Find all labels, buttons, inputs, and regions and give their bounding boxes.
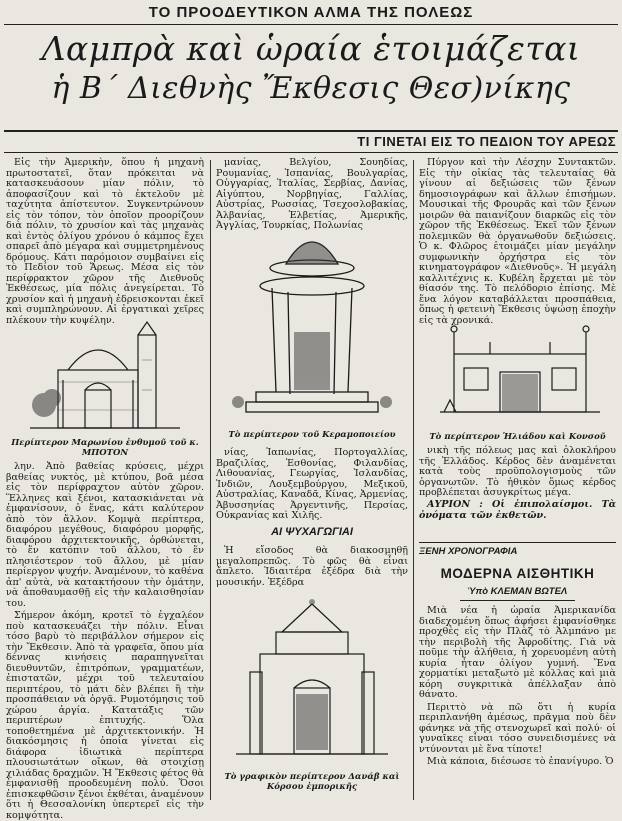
- col1-paragraph-1: Εἰς τὴν Ἀμερικὴν, ὅπου ἡ μηχανὴ πρωτοστατεῖ, ὅταν πρόκειται νὰ κατασκευάσουν μίαν πόλιν, τὸ ἀποφασίζουν καὶ τὸ ἐκτελοῦν μὲ ταχύτητα ἀπίστευτον. Συγκεντρώνουν εἰς τὸν τόπον, τὸν ὁποῖον προορίζουν διὰ πόλιν, τὸ χρυσίον καὶ τὰς μηχανὰς καὶ ἐντὸς ὀλίγου χρόνου ὁ κάμπος ἔχει σπαρεῖ ἀπὸ μέγαρα καὶ συμμετρημένους δρόμους. Κάτι παρόμοιον συμβαίνει εἰς τὸ Πεδίον τοῦ Ἄρεως. Μέσα εἰς τὸν περίφρακτον χῶρον τῆς Διεθνοῦς Ἐκθέσεως, μία πόλις ἀνεγείρεται. Τὸ χρυσίον καὶ ἡ μηχανὴ ἐδρεισκονται ἐκεῖ καὶ συμπληρώνουν. Αἱ ἐργατικαὶ χεῖρες πλέκουν τὴν κυψέλην.: [6, 157, 204, 326]
- col3-tomorrow-note: [419, 500, 616, 524]
- col3-text-middle: [419, 446, 616, 498]
- col3-article-title: ΜΟΔΕΡΝΑ ΑΙΣΘΗΤΙΚΗ: [440, 566, 595, 581]
- col3-paragraph-1: Πύργον καὶ τὴν Λέσχην Συντακτῶν. Εἰς τὴν οἰκίας τὰς τελευταίας θὰ γίνουν αἱ δεξιώσεις τῶν ξένων δημοσιογράφων καὶ ἄλλων ἐπισήμων. Μουσικαὶ τῆς Φρουρᾶς καὶ τῶν ξένων μοιρῶν θὰ παιανίζουν διαρκῶς εἰς τὸν χῶρον τῆς Ἐκθέσεως. Ἐκεῖ τῶν ξένων πολεμικῶν θὰ ὀργανωθοῦν δεξιώσεις. Ὁ κ. Φλῶρος ἑτοιμάζει μίαν μεγάλην συμφωνικὴν ὀρχήστρα εἰς τὸν κινηματογράφον «Διεθνοῦς». Ἡ μεγάλη καλλιτέχνις κ. Κυβέλη ἔρχεται μὲ τὸν θίασόν της. Τὸ πελόδοριο ἐπίσης. Μὲ ἕνα λόγον καταβάλλεται προσπάθεια, ὅπως ἡ φετεινὴ Ἔκθεσις ὑψώσῃ ἐποχὴν εἰς τὰ χρονικά.: [419, 157, 616, 326]
- column-divider-2: [413, 160, 414, 800]
- headline-line-1: Λαμπρὰ καὶ ὡραία ἑτοιμάζεται: [41, 29, 581, 68]
- col3-column-rule: [419, 542, 616, 543]
- iliadou-pavilion-illustration: [440, 318, 600, 422]
- col3-byline-rule: [460, 600, 575, 601]
- col3-text-bottom: [419, 606, 616, 800]
- col2-illustration-caption-2: Τὸ γραφικὸν περίπτερον Δανάβ καὶ Κόρσου ἐμπορικῆς: [224, 772, 400, 792]
- col2-paragraph-3: Ἡ εἴσοδος θὰ διακοσμηθῇ μεγαλοπρεπῶς. Τὸ φῶς θὰ εἶναι ἄπλετο. Ἰδιαιτέρα ἐξέδρα διὰ τὴν μουσικήν. Ἐξέδρα: [216, 545, 408, 588]
- col1-illustration-caption: Περίπτερον Μαρωνίου ἐνθυμοῦ τοῦ κ. ΜΠΟΤΟΝ: [11, 438, 199, 458]
- col1-paragraph-2: λην. Ἀπὸ βαθείας κρύσεις, μέχρι βαθείας νυκτὸς, μὲ κτύπου, βοᾶ μέσα εἰς τὸν περίφραχτον αὐτὸν χῶρον. Ἕλληνες καὶ ξένοι, κατασκιάνεται νὰ ἐμφανίσουν, ὁ ἕνας, κάτι καλύτερον ἀπὸ τὸν ἄλλον. Κομψὰ περίπτερα, διαφόρου μεγέθους, διαφόρου μορφῆς, διαφόρου ἀρχιτεκτονικῆς, ὀρθώνεται, τὸ ἕν κατόπιν τοῦ ἄλλου, τὸ ἕν πλησιέστερον τοῦ ἄλλου, μὲ μίαν περίεργον ψυχήν. Ἀναμένουν, τὸ καθένα ἀπ' αὐτὰ, νὰ κατακτήσουν τὴν ὁμάτην, νὰ ἀποθαυμασθῇ εἰς τὴν καλαισθησίαν του.: [6, 461, 205, 609]
- col3-illustration-caption: Τὸ περίπτερον Ἡλιάδου καὶ Κονσοῦ: [429, 432, 606, 442]
- section-rule-bottom: [4, 152, 618, 153]
- col2-paragraph-1: μανίας, Βελγίου, Σουηδίας, Ρουμανίας, Ἰσπανίας, Βουλγαρίας, Οὐγγαρίας, Ἰταλίας, Σερβίας, Δανίας, Αἰγύπτου, Νορβηγίας, Γαλλίας, Αὐστρίας, Ρωσσίας, Τσεχοσλοβακίας, Ἀλβανίας, Ἑλβετίας, Ἀμερικῆς, Ἀγγλίας, Τουρκίας, Πολωνίας: [216, 157, 408, 231]
- col2-text-middle: [216, 448, 408, 522]
- section-title: ΤΙ ΓΙΝΕΤΑΙ ΕΙΣ ΤΟ ΠΕΔΙΟΝ ΤΟΥ ΑΡΕΩΣ: [357, 134, 616, 149]
- col1-text-top: [6, 157, 204, 326]
- col2-text-top: [216, 157, 408, 231]
- col1-paragraph-3: Σήμερον ἀκόμη, κροτεῖ τὸ ἐγχαλέον ποὺ κατασκευάζει τὴν πόλιν. Εἶναι τόσο βαρὺ τὸ περιβάλλον σήμερον εἰς τὴν Ἔκθεσιν. Ἀπὸ τὰ γραφεῖα, ὅπου μία δέννας κινήσεις παραπηγνεῖται διευθυντῶν, ἐπιτρόπων, γραμματέων, ἐπιστατῶν, μέχρι τοῦ τελευταίου περιπτέρου, τὸ μάτι δὲν βλέπει ἢ τὴν προσπάθειαν νὰ ὀργᾷ. Ρυμοτόμησις τοῦ χώρου ἀργία. Κατατάξις τῶν περιπτέρων ἐπιτυχής. Ὅλα τοποθετημένα μὲ ἀρχιτεκτονικήν. Ἡ διακόσμησις ἡ ὁποία γίνεται εἰς διάφορα ἰδιωτικὰ περίπτερα πλουσιωτάτων οἴκων, θὰ στοιχίσῃ χιλιάδας δραχμῶν. Ἡ Ἔκθεσις φέτος θὰ ἐμφανισθῇ προοδευμένη πολύ. Ὅσοι ἐπισκεφθῶσιν ξένοι ἐκθέται, ἀναμένουν ὅτι ἡ Θεσσαλονίκη ὑπερτερεῖ εἰς τὴν κομψότητα.: [6, 610, 204, 821]
- danav-pavilion-illustration: [236, 592, 388, 768]
- col2-text-lower: [216, 546, 408, 590]
- col3-text-top: [419, 157, 616, 326]
- col3-paragraph-6: Μιὰ κάποια, διέσωσε τὸ ἐπανίγυρο. Ὁ: [427, 756, 614, 767]
- col2-illustration-caption: Τὸ περίπτερον τοῦ Κεραμοποιείου: [228, 430, 396, 440]
- top-rule: [4, 24, 618, 25]
- kicker-title: ΤΟ ΠΡΟΟΔΕΥΤΙΚΟΝ ΑΛΜΑ ΤΗΣ ΠΟΛΕΩΣ: [148, 4, 474, 21]
- col3-paragraph-4: Μιὰ νέα ἡ ὡραία Ἀμερικανίδα διαδεχομένη ὅπως ἀφήσει ἐμφανίσθηκε προχθὲς εἰς τὴν Πλὰζ τὸ Ἀλμπάνο με τὴν περιβολὴ τῆς Ἀφροδίτης. Γιὰ νὰ ποῦμε τὴν ἀλήθεια, ἡ χορευομένη αὐτὴ κυρία ἦταν ὀλίγον γυμνή. Ἕνα χορματίκι μεταξωτὸ μὲ κόλλας καὶ μιὰ κόρη συγκριτικὰ ἀπέλλαξαν ἀπὸ θάνατο.: [419, 605, 616, 700]
- col3-byline: Ὑπὸ ΚΛΕΜΑΝ ΒΩΤΕΛ: [467, 586, 568, 597]
- col3-column-label: ΞΕΝΗ ΧΡΟΝΟΓΡΑΦΙΑ: [419, 546, 518, 557]
- col2-paragraph-2: νίας, Ἰαπωνίας, Πορτογαλλίας, Βραζιλίας, Ἐσθονίας, Φιλανδίας, Λιθουανίας, Γεωργίας, Ἰσλανδίας, Ἰνδιῶν, Λουξεμβούργου, Μεξικοῦ, Αὐστραλίας, Καναδᾶ, Κίνας, Ἀρμενίας, Ἀβυσσηνίας Ἀργεντινῆς, Περσίας, Οὐκρανίας καὶ Χιλῆς.: [216, 447, 408, 521]
- col2-subheading: ΑΙ ΨΥΧΑΓΩΓΙΑΙ: [271, 526, 353, 538]
- col3-paragraph-3: ΑΥΡΙΟΝ : Οἱ ἐπιπολαίσμοι. Τὰ ὀνόματα τῶν ἐκθετῶν.: [419, 499, 616, 521]
- headline-line-2: ἡ Β΄ Διεθνὴς Ἔκθεσις Θεσ)νίκης: [51, 71, 571, 106]
- maronios-pavilion-illustration: [30, 320, 180, 432]
- column-divider-1: [210, 160, 211, 800]
- col1-text-bottom: [6, 461, 205, 821]
- col3-paragraph-5: Περιττὸ νὰ πῶ ὅτι ἡ κυρία περιπλανήθη ἀμέσως, πρᾶγμα ποὺ δὲν φάνηκε νὰ τῆς στενοχωρεῖ καὶ πολύ· οἱ γυναῖκες εἶναι τόσο συνειδισμένες νὰ ντύνονται μὲ ἕνα τίποτε!: [419, 701, 616, 755]
- col3-paragraph-2: νικὴ τῆς πόλεως μας καὶ ὁλοκλήρου τῆς Ἑλλάδος. Κέρδος δὲν ἀναμένεται κατὰ τοὺς προϋπολογισμοὺς τῶν ὀργανωτῶν. Τὸ ἠθικὸν ὅμως κέρδος προβλέπεται ἀσυγκρίτως μέγα.: [419, 445, 616, 498]
- ceramics-pavilion-illustration: [226, 222, 398, 422]
- section-rule: [4, 130, 618, 132]
